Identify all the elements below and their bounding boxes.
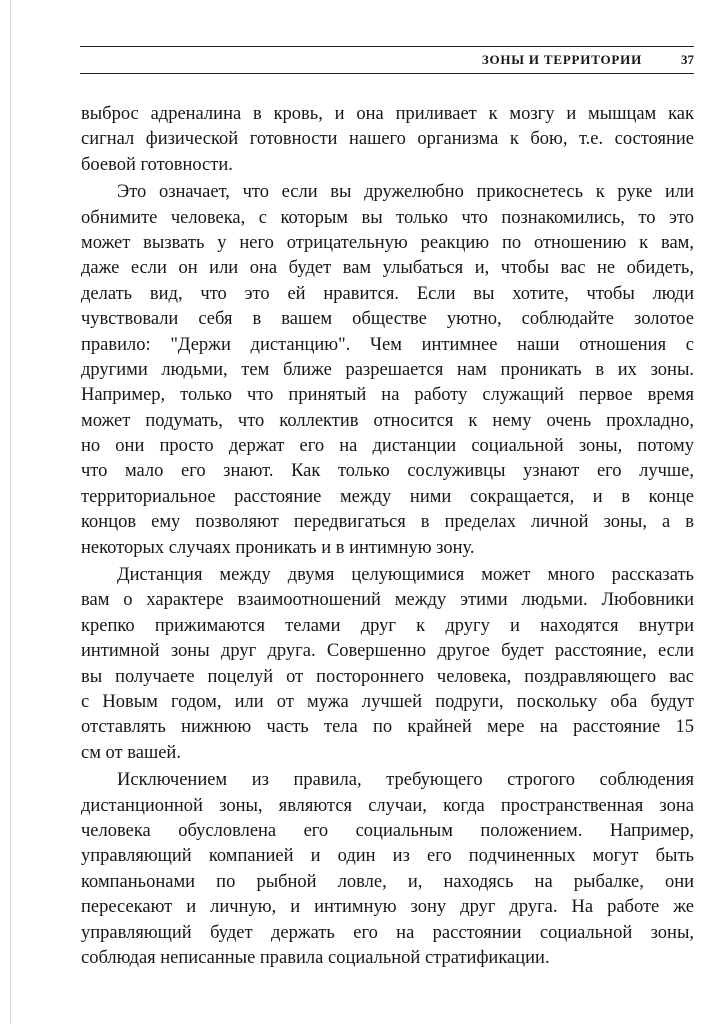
page-number: 37 — [681, 52, 694, 67]
chapter-title: ЗОНЫ И ТЕРРИТОРИИ — [481, 52, 642, 67]
text-line: сигнал физической готовности нашего организма к бою, т.е. состояние — [81, 129, 694, 150]
text-line: управляющий будет держать его на расстоянии социальной зоны, — [81, 922, 694, 943]
text-line: дистанционной зоны, являются случаи, когда пространственная зона — [81, 795, 694, 816]
text-line: делать вид, что это ей нравится. Если вы хотите, чтобы люди — [81, 283, 694, 304]
text-line: человека обусловлена его социальным положением. Например, — [81, 820, 694, 841]
text-line: управляющий компанией и один из его подчиненных могут быть — [81, 846, 694, 867]
text-line: даже если он или она будет вам улыбаться и, чтобы вас не обидеть, — [81, 258, 694, 279]
text-line: компаньонами по рыбной ловле, и, находясь на рыбалке, они — [81, 871, 694, 892]
text-line: территориальное расстояние между ними сокращается, и в конце — [81, 486, 694, 507]
text-line: обнимите человека, с которым вы только что познакомились, то это — [81, 207, 694, 228]
text-line: крепко прижимаются телами друг к другу и находятся внутри — [81, 615, 694, 636]
text-line: выброс адреналина в кровь, и она приливает к мозгу и мышцам как — [81, 104, 694, 124]
text-line: Исключением из правила, требующего строгого соблюдения — [117, 770, 694, 791]
text-line: Дистанция между двумя целующимися может много рассказать — [117, 565, 694, 586]
text-line: может подумать, что коллектив относится к нему очень прохладно, — [81, 410, 694, 431]
text-line: другими людьми, тем ближе разрешается нам проникать в их зоны. — [81, 359, 694, 380]
text-line: некоторых случаях проникать и в интимную зону. — [81, 537, 475, 558]
text-line: концов ему позволяют передвигаться в пределах личной зоны, а в — [81, 512, 694, 533]
text-line: Например, только что принятый на работу служащий первое время — [81, 385, 694, 406]
text-line: но они просто держат его на дистанции социальной зоны, потому — [81, 436, 694, 457]
text-line: вы получаете поцелуй от постороннего человека, поздравляющего вас — [81, 666, 694, 687]
text-line: интимной зоны друг друга. Совершенно другое будет расстояние, если — [81, 641, 694, 662]
body-text — [81, 102, 694, 971]
text-line: Это означает, что если вы дружелюбно прикоснетесь к руке или — [117, 182, 694, 203]
text-line: пересекают и личную, и интимную зону друг друга. На работе же — [81, 897, 694, 918]
text-line: соблюдая неписанные правила социальной стратификации. — [81, 947, 550, 968]
text-line: чувствовали себя в вашем обществе уютно, соблюдайте золотое — [81, 309, 694, 330]
running-header — [80, 46, 694, 74]
text-line: правило: "Держи дистанцию". Чем интимнее наши отношения с — [81, 334, 694, 355]
text-line: что мало его знают. Как только сослуживцы узнают его лучше, — [81, 461, 694, 482]
page-edge — [10, 0, 11, 1024]
text-line: боевой готовности. — [81, 154, 233, 175]
text-line: может вызвать у него отрицательную реакцию по отношению к вам, — [81, 232, 694, 253]
text-line: см от вашей. — [81, 742, 181, 763]
text-line: с Новым годом, или от мужа лучшей подруги, поскольку оба будут — [81, 691, 694, 712]
text-line: вам о характере взаимоотношений между этими людьми. Любовники — [81, 590, 694, 611]
text-line: отставлять нижнюю часть тела по крайней мере на расстояние 15 — [81, 717, 694, 738]
